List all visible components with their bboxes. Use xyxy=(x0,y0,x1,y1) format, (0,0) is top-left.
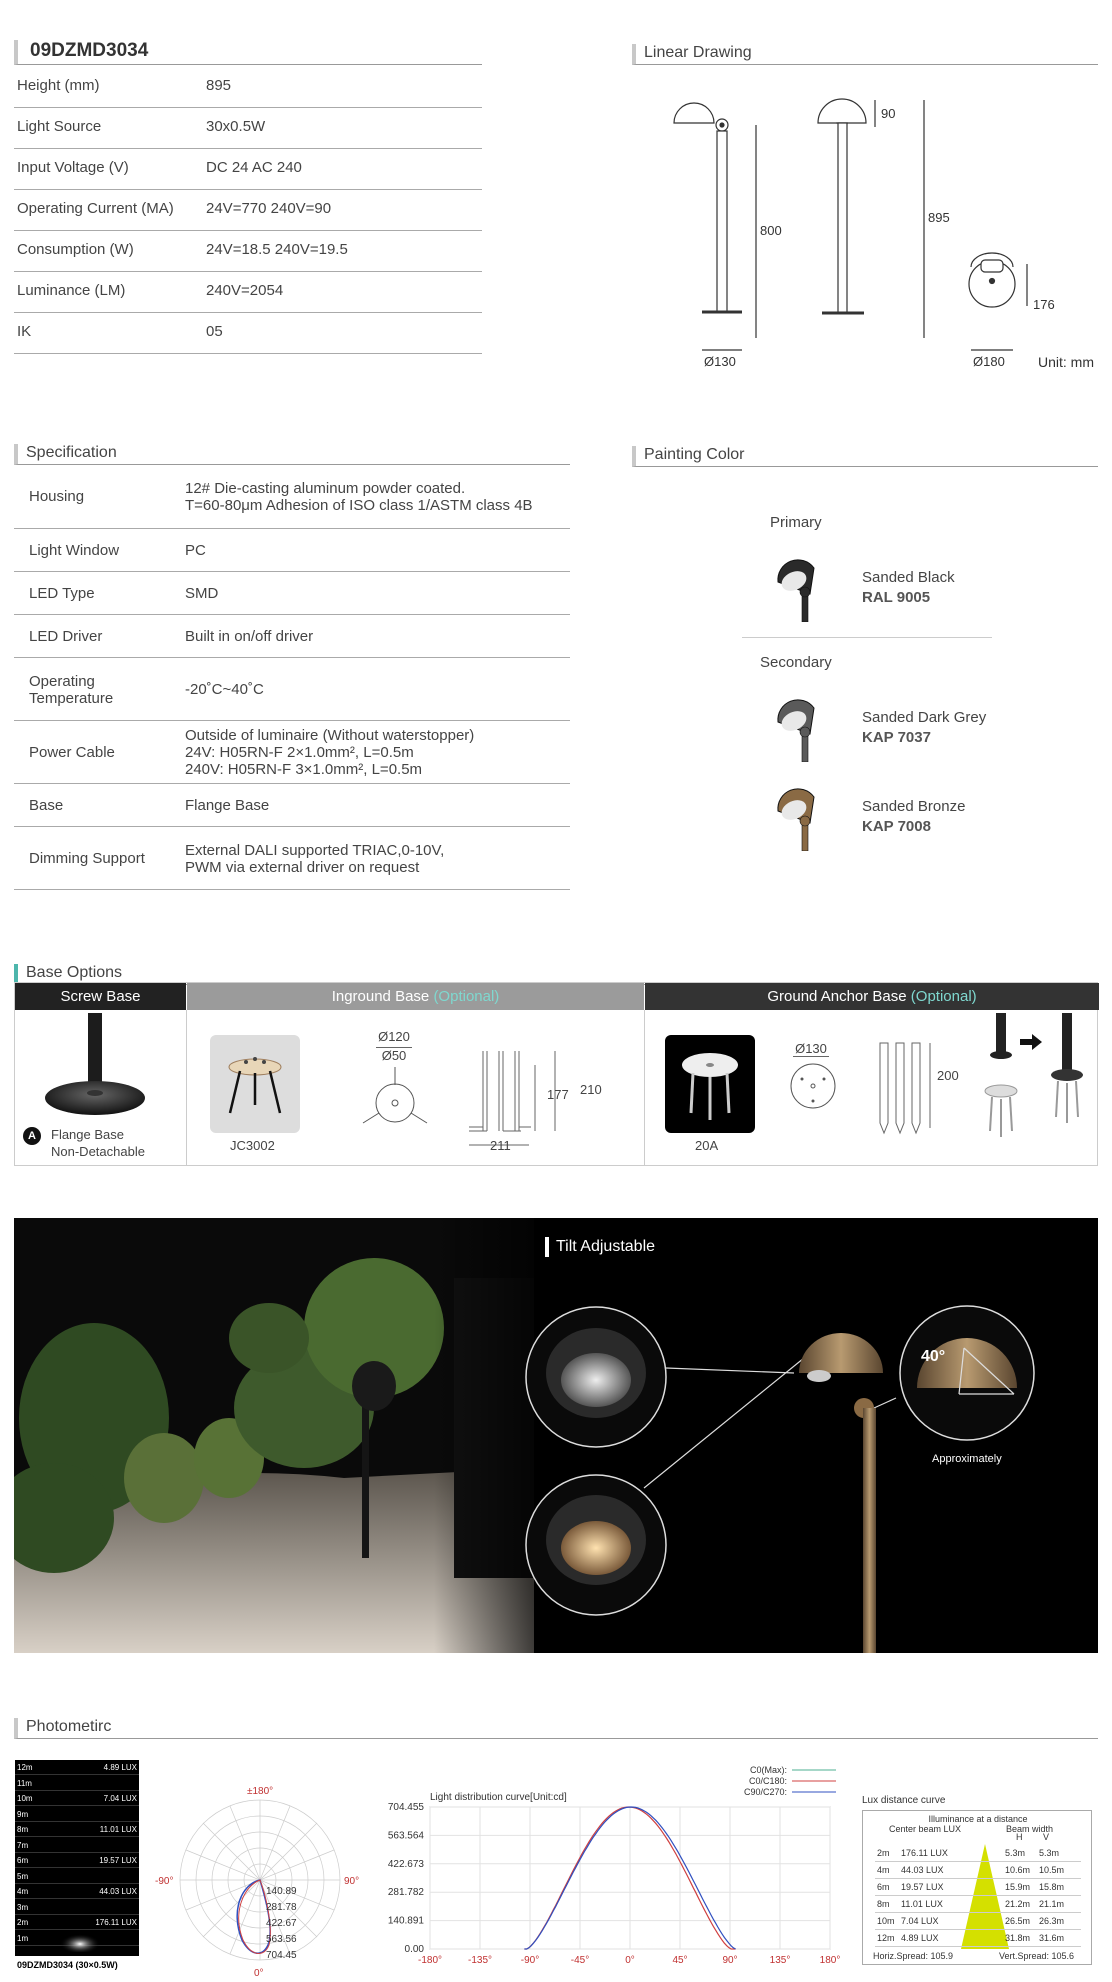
curve-legend-label: C0(Max): xyxy=(749,1765,787,1775)
curve-x-tick: 90° xyxy=(722,1955,738,1966)
ld-row: 10m 7.04 LUX 26.5m 26.3m xyxy=(875,1913,1081,1930)
photometric-heading: Photometirc xyxy=(14,1718,1098,1739)
spec-row xyxy=(14,108,482,149)
spec-key: Input Voltage (V) xyxy=(17,159,129,176)
spec-row xyxy=(14,149,482,190)
curve-x-tick: 135° xyxy=(769,1955,791,1966)
dim-d180: Ø180 xyxy=(973,354,1005,369)
curve-y-tick: 0.00 xyxy=(404,1944,424,1955)
lux-distance: 10m xyxy=(17,1794,33,1803)
inground-optional: (Optional) xyxy=(433,988,500,1005)
spec-value: External DALI supported TRIAC,0-10V, PWM via external driver on request xyxy=(185,841,445,876)
spec-value: DC 24 AC 240 xyxy=(206,159,302,176)
spec-value: 240V=2054 xyxy=(206,282,284,299)
curve-y-tick: 422.673 xyxy=(387,1858,424,1870)
spec-key: Operating Current (MA) xyxy=(17,200,174,217)
color-name: Sanded Black RAL 9005 xyxy=(862,569,955,606)
light-distribution-chart xyxy=(380,1762,860,1977)
curve-y-tick: 281.782 xyxy=(387,1887,424,1899)
unit-label: Unit: mm xyxy=(1038,354,1094,370)
spec-label: LED Type xyxy=(29,584,95,602)
spec-key: Luminance (LM) xyxy=(17,282,126,299)
polar-ring-5: 704.45 xyxy=(266,1950,297,1961)
ld-row: 12m 4.89 LUX 31.8m 31.6m xyxy=(875,1930,1081,1947)
spec-label: Light Window xyxy=(29,541,120,559)
anchor-base-header xyxy=(645,983,1099,1010)
lux-distance: 1m xyxy=(17,1933,29,1943)
ld-row: 8m 11.01 LUX 21.2m 21.1m xyxy=(875,1896,1081,1913)
lux-row xyxy=(15,1776,139,1791)
spec-key: Light Source xyxy=(17,118,102,135)
spec-key: Consumption (W) xyxy=(17,241,134,258)
lux-distance: 2m xyxy=(17,1918,29,1927)
curve-x-tick: 45° xyxy=(672,1955,688,1966)
anchor-label: Ground Anchor Base xyxy=(767,988,907,1005)
swatch-lamp-icon xyxy=(772,785,822,851)
screw-base-header: Screw Base xyxy=(15,983,186,1010)
spec-key: Height (mm) xyxy=(17,77,100,94)
color-divider xyxy=(742,637,992,638)
ld-v: V xyxy=(1043,1832,1050,1842)
swatch-lamp-icon xyxy=(772,696,822,762)
specification-row xyxy=(14,827,570,890)
flange-base-text: Flange Base Non-Detachable xyxy=(51,1127,145,1159)
lux-row xyxy=(15,1869,139,1884)
lux-row xyxy=(15,1791,139,1806)
curve-x-tick: -45° xyxy=(570,1955,590,1966)
dim-800: 800 xyxy=(760,223,782,238)
lux-row xyxy=(15,1900,139,1915)
badge-a: A xyxy=(23,1127,41,1145)
spec-row xyxy=(14,313,482,354)
spec-label: Base xyxy=(29,796,64,814)
anchor-top-view xyxy=(788,1061,838,1111)
spec-value: PC xyxy=(185,542,206,559)
spec-label: Housing xyxy=(29,488,85,505)
spec-value: 895 xyxy=(206,77,232,94)
specification-heading: Specification xyxy=(14,444,570,465)
model-title: 09DZMD3034 xyxy=(14,40,482,65)
spec-label: Dimming Support xyxy=(29,849,145,867)
lux-row xyxy=(15,1853,139,1868)
lux-beam-glow xyxy=(45,1930,115,1952)
dim-211: 211 xyxy=(490,1138,511,1153)
curve-legend-label: C0/C180: xyxy=(748,1776,787,1786)
curve-y-tick: 563.564 xyxy=(387,1830,424,1842)
primary-label: Primary xyxy=(770,514,822,531)
polar-chart xyxy=(150,1780,380,1980)
color-name: Sanded Dark Grey KAP 7037 xyxy=(862,709,987,746)
spec-value: Outside of luminaire (Without waterstopper) 24V: H05RN-F 2×1.0mm², L=0.5m 240V: H05RN-F 3×1.0mm², L=0.5m xyxy=(185,727,475,778)
lux-distance: 8m xyxy=(17,1825,29,1834)
polar-left: -90° xyxy=(155,1876,174,1887)
spec-value: SMD xyxy=(185,585,219,602)
lux-distance: 4m xyxy=(17,1887,29,1896)
lux-row xyxy=(15,1760,139,1775)
lux-caption: 09DZMD3034 (30×0.5W) xyxy=(15,1956,139,1974)
tilt-adjustable-label: Tilt Adjustable xyxy=(545,1237,655,1257)
ld-row: 2m 176.11 LUX 5.3m 5.3m xyxy=(875,1845,1081,1862)
spec-value: 05 xyxy=(206,323,223,340)
tilt-angle-label: 40° xyxy=(921,1348,946,1365)
lux-row xyxy=(15,1915,139,1930)
curve-x-tick: -135° xyxy=(467,1955,493,1966)
specification-row xyxy=(14,572,570,615)
inground-base-header xyxy=(187,983,644,1010)
lux-value: 176.11 LUX xyxy=(95,1918,137,1927)
specification-row xyxy=(14,784,570,827)
lux-distance: 7m xyxy=(17,1840,29,1850)
polar-ring-4: 563.56 xyxy=(266,1934,297,1945)
anchor-install-diagram xyxy=(980,1013,1095,1153)
ld-row: 6m 19.57 LUX 15.9m 15.8m xyxy=(875,1879,1081,1896)
lux-distance-panel xyxy=(862,1810,1092,1965)
lux-distance: 12m xyxy=(17,1763,33,1772)
lux-value: 4.89 LUX xyxy=(103,1763,137,1772)
polar-bottom: 0° xyxy=(254,1968,264,1979)
polar-ring-1: 140.89 xyxy=(266,1886,297,1897)
painting-color-heading: Painting Color xyxy=(632,446,1098,467)
spec-row xyxy=(14,272,482,313)
polar-right: 90° xyxy=(344,1876,360,1887)
spec-value: 30x0.5W xyxy=(206,118,266,135)
secondary-label: Secondary xyxy=(760,654,832,671)
lux-distance: 6m xyxy=(17,1856,29,1865)
lux-value: 11.01 LUX xyxy=(99,1825,137,1834)
specification-row xyxy=(14,465,570,529)
screw-base-image xyxy=(35,1013,165,1123)
dim-d50: Ø50 xyxy=(376,1047,412,1063)
jc3002-image xyxy=(210,1035,300,1133)
linear-drawing xyxy=(632,80,1098,380)
curve-x-tick: 0° xyxy=(625,1955,635,1966)
dim-200: 200 xyxy=(937,1068,959,1083)
ld-header: Illuminance at a distance xyxy=(928,1814,1028,1824)
swatch-lamp-icon xyxy=(772,556,822,622)
lux-value: 44.03 LUX xyxy=(99,1887,137,1896)
product-banner xyxy=(14,1218,1098,1653)
dim-895: 895 xyxy=(928,210,950,225)
curve-x-tick: 180° xyxy=(819,1955,841,1966)
color-name: Sanded Bronze KAP 7008 xyxy=(862,798,966,835)
inground-label: Inground Base xyxy=(331,988,430,1005)
banner-image xyxy=(14,1218,1098,1653)
specification-row xyxy=(14,615,570,658)
ld-horiz: Horiz.Spread: 105.9 xyxy=(873,1951,954,1961)
spec-value: Flange Base xyxy=(185,797,270,814)
specification-row xyxy=(14,721,570,784)
spec-row xyxy=(14,190,482,231)
dim-d120: Ø120 xyxy=(378,1029,410,1044)
lux-distance-title: Lux distance curve xyxy=(862,1795,946,1806)
curve-x-tick: -180° xyxy=(417,1955,443,1966)
ld-center: Center beam LUX xyxy=(889,1824,962,1834)
spec-key: IK xyxy=(17,323,32,340)
dim-210: 210 xyxy=(580,1082,602,1097)
lux-panel xyxy=(15,1760,139,1974)
dim-d130: Ø130 xyxy=(704,354,736,369)
curve-legend-label: C90/C270: xyxy=(743,1787,787,1797)
curve-title: Light distribution curve[Unit:cd] xyxy=(430,1792,567,1803)
spec-value: Built in on/off driver xyxy=(185,628,314,645)
lux-row xyxy=(15,1822,139,1837)
lux-distance: 3m xyxy=(17,1902,29,1912)
ld-row: 4m 44.03 LUX 10.6m 10.5m xyxy=(875,1862,1081,1879)
polar-ring-3: 422.67 xyxy=(266,1918,297,1929)
lux-row xyxy=(15,1807,139,1822)
anchor-20a-label: 20A xyxy=(695,1138,719,1153)
inground-top-view xyxy=(360,1065,430,1135)
jc3002-label: JC3002 xyxy=(230,1138,275,1153)
lux-distance: 11m xyxy=(17,1778,32,1788)
dim-d130-anchor: Ø130 xyxy=(793,1041,829,1057)
polar-top: ±180° xyxy=(247,1786,274,1797)
dim-176: 176 xyxy=(1033,297,1055,312)
dim-177: 177 xyxy=(547,1087,569,1102)
spec-value: 24V=770 240V=90 xyxy=(206,200,332,217)
spec-label: Power Cable xyxy=(29,743,115,761)
curve-y-tick: 140.891 xyxy=(387,1915,424,1927)
spec-row xyxy=(14,231,482,272)
lux-distance: 5m xyxy=(17,1871,29,1881)
lux-row xyxy=(15,1884,139,1899)
spec-label: Operating Temperature xyxy=(29,672,114,707)
lux-distance: 9m xyxy=(17,1809,29,1819)
spec-label: LED Driver xyxy=(29,627,103,645)
specification-row xyxy=(14,529,570,572)
linear-drawing-heading: Linear Drawing xyxy=(632,44,1098,65)
approximately-label: Approximately xyxy=(932,1453,1002,1465)
spec-value: -20˚C~40˚C xyxy=(185,681,264,698)
spec-row xyxy=(14,67,482,108)
lux-row xyxy=(15,1838,139,1853)
lux-value: 19.57 LUX xyxy=(99,1856,137,1865)
curve-y-tick: 704.455 xyxy=(387,1802,424,1813)
anchor-optional: (Optional) xyxy=(910,988,977,1005)
ld-h: H xyxy=(1016,1832,1023,1842)
base-options-heading: Base Options xyxy=(14,964,1098,985)
curve-x-tick: -90° xyxy=(520,1955,540,1966)
anchor-side-view xyxy=(870,1038,940,1138)
lux-value: 7.04 LUX xyxy=(103,1794,137,1803)
ld-beam: Beam width xyxy=(1006,1824,1054,1834)
base-options-panel xyxy=(14,982,1098,1166)
dim-90: 90 xyxy=(881,106,896,121)
polar-ring-2: 281.78 xyxy=(266,1902,297,1913)
anchor-20a-image xyxy=(665,1035,755,1133)
spec-value: 24V=18.5 240V=19.5 xyxy=(206,241,348,258)
ld-vert: Vert.Spread: 105.6 xyxy=(999,1951,1075,1961)
specification-row xyxy=(14,658,570,721)
spec-value: 12# Die-casting aluminum powder coated. T=60-80μm Adhesion of ISO class 1/ASTM class 4B xyxy=(185,480,533,514)
